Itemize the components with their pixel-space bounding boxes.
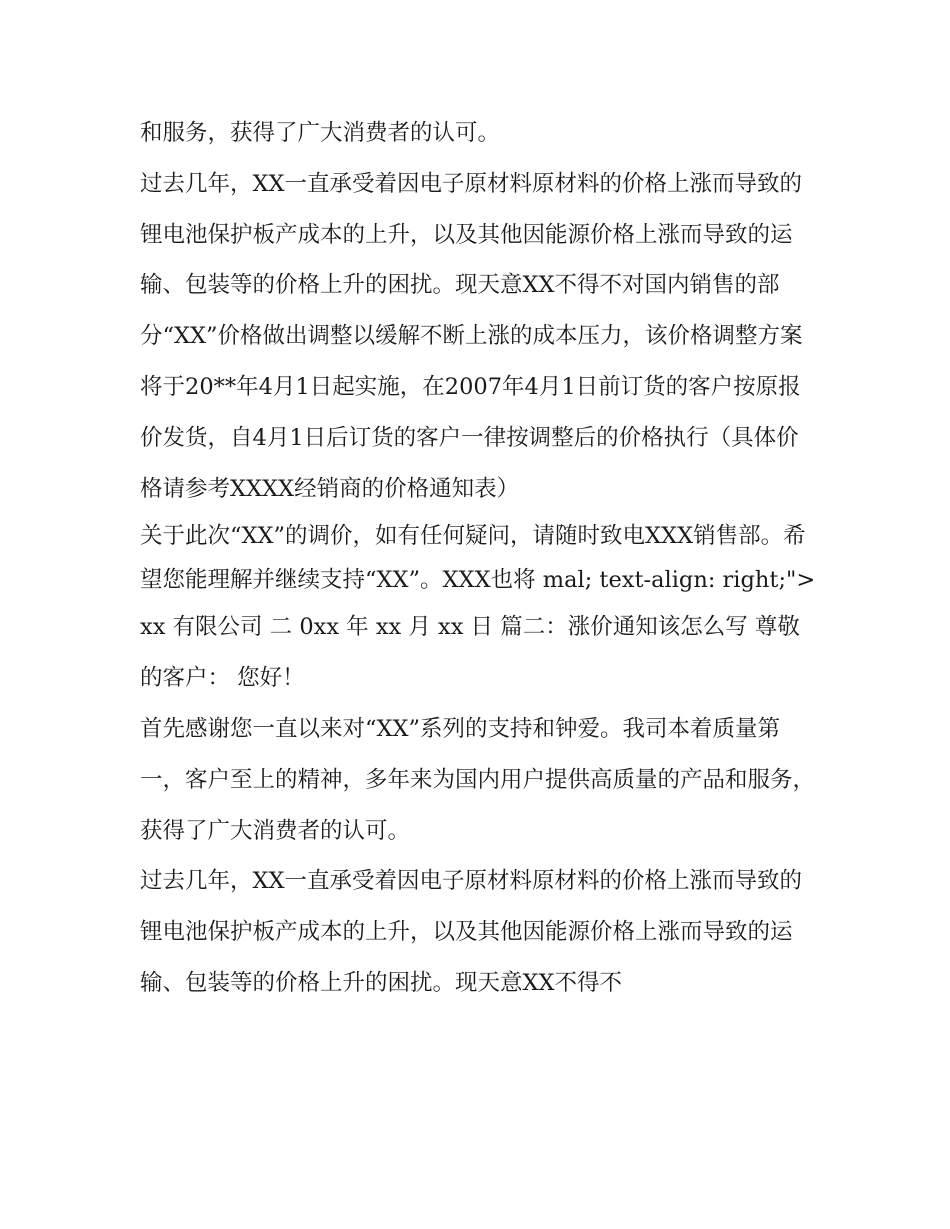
paragraph-5: 首先感谢您一直以来对“XX”系列的支持和钟爱。我司本着质量第一，客户至上的精神，多年来为国内用户提供高质量的产品和服务，获得了广大消费者的认可。	[140, 715, 816, 844]
document-body	[140, 108, 820, 1009]
paragraph-6: 过去几年，XX一直承受着因电子原材料原材料的价格上涨而导致的锂电池保护板产成本的上升，以及其他因能源价格上涨而导致的运输、包装等的价格上升的困扰。现天意XX不得不	[140, 868, 803, 996]
paragraph-4: xx 有限公司 二 0xx 年 xx 月 xx 日 篇二：涨价通知该怎么写 尊敬的客户： 您好！	[140, 614, 800, 692]
paragraph-3: 关于此次“XX”的调价，如有任何疑问，请随时致电XXX销售部。希望您能理解并继续支持“XX”。XXX也将 mal; text-align: right;">	[140, 523, 816, 594]
paragraph-1: 和服务，获得了广大消费者的认可。	[140, 120, 501, 146]
paragraph-2: 过去几年，XX一直承受着因电子原材料原材料的价格上涨而导致的锂电池保护板产成本的上升，以及其他因能源价格上涨而导致的运输、包装等的价格上升的困扰。现天意XX不得不对国内销售的部分“XX”价格做出调整以缓解不断上涨的成本压力，该价格调整方案将于20**年4月1日起实施，在2007年4月1日前订货的客户按原报价发货，自4月1日后订货的客户一律按调整后的价格执行（具体价格请参考XXXX经销商的价格通知表）	[140, 170, 803, 502]
